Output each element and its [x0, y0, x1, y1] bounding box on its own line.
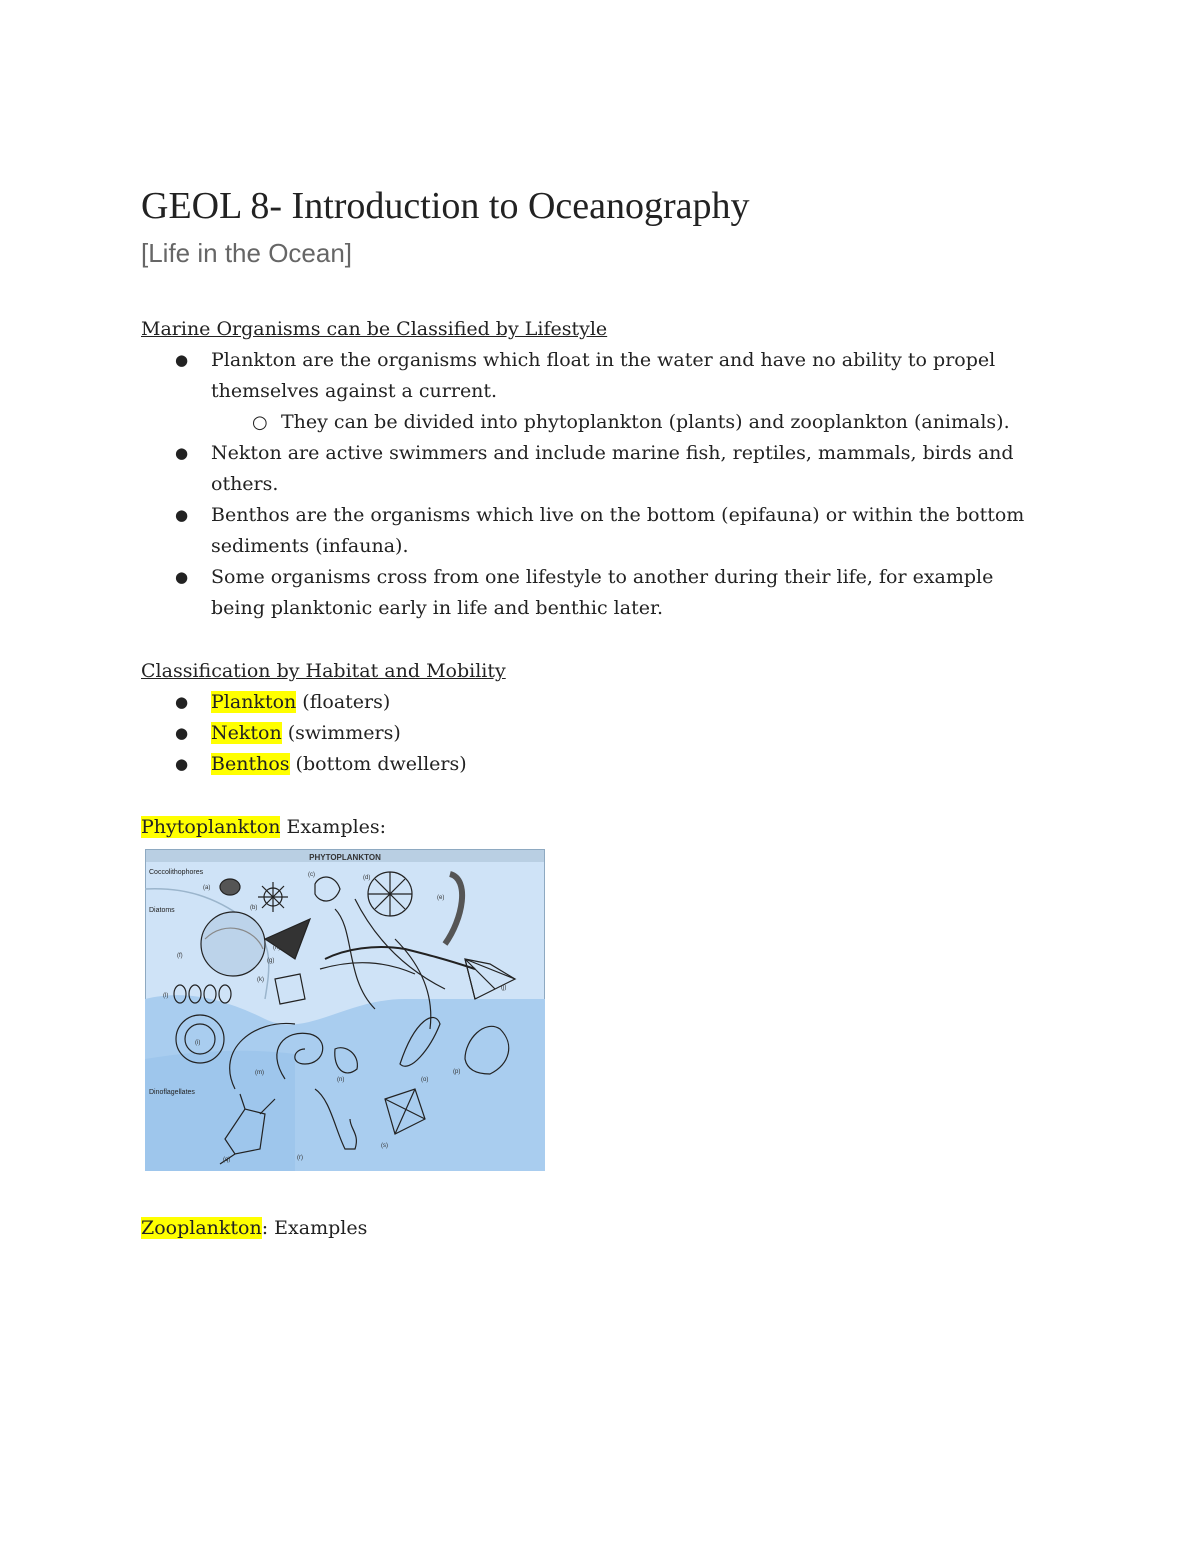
dinoflagellate-region — [145, 1051, 295, 1171]
highlighted-term: Plankton — [211, 691, 297, 713]
page-title: GEOL 8- Introduction to Oceanography — [141, 185, 750, 227]
label-rest: : Examples — [261, 1217, 368, 1239]
list-item — [141, 562, 1051, 624]
coccolith-a — [220, 879, 240, 895]
svg-text:(o): (o) — [421, 1077, 429, 1083]
list-item — [141, 438, 1051, 500]
bullet-icon: ● — [175, 724, 189, 742]
list-item — [141, 718, 741, 749]
bullet-icon: ● — [175, 351, 189, 369]
list-item-text: They can be divided into phytoplankton (plants) and zooplankton (animals). — [281, 411, 1010, 433]
section-heading-lifestyle: Marine Organisms can be Classified by Lifestyle — [141, 318, 608, 340]
list-item — [141, 345, 1051, 438]
term-description: (bottom dwellers) — [289, 753, 467, 775]
diatom-f — [201, 912, 265, 976]
svg-text:(d): (d) — [363, 875, 371, 881]
svg-text:(f): (f) — [177, 953, 183, 959]
habitat-list — [141, 687, 741, 780]
svg-text:(a): (a) — [203, 885, 211, 891]
list-item — [141, 500, 1051, 562]
svg-text:(q): (q) — [223, 1157, 231, 1163]
lifestyle-list — [141, 345, 1051, 624]
svg-text:(h): (h) — [273, 945, 281, 951]
svg-text:(g): (g) — [267, 958, 275, 964]
list-item-text: Some organisms cross from one lifestyle to another during their life, for example being planktonic early in life and benthic later. — [211, 566, 994, 619]
svg-text:(c): (c) — [308, 872, 315, 878]
list-item-text: Plankton are the organisms which float in the water and have no ability to propel themselves against a current. — [211, 349, 996, 402]
group-label: Diatoms — [149, 907, 175, 914]
svg-text:(k): (k) — [257, 977, 264, 983]
page-subtitle: [Life in the Ocean] — [141, 238, 353, 268]
sub-list-item — [211, 407, 1051, 438]
label-rest: Examples: — [280, 816, 387, 838]
sub-list — [211, 407, 1051, 438]
list-item — [141, 749, 741, 780]
svg-text:(n): (n) — [337, 1077, 345, 1083]
figure-header: PHYTOPLANKTON — [309, 853, 381, 862]
term-description: (floaters) — [296, 691, 391, 713]
bullet-icon: ● — [175, 693, 189, 711]
svg-text:(s): (s) — [381, 1143, 388, 1149]
group-label: Coccolithophores — [149, 869, 204, 876]
phytoplankton-figure — [145, 849, 545, 1171]
bullet-icon: ● — [175, 444, 189, 462]
coccolith-b-spines — [258, 882, 288, 912]
circle-bullet-icon: ○ — [252, 412, 268, 433]
bullet-icon: ● — [175, 568, 189, 586]
term-description: (swimmers) — [281, 722, 401, 744]
highlighted-term: Nekton — [211, 722, 282, 744]
list-item-text: Benthos are the organisms which live on the bottom (epifauna) or within the bottom sediments (infauna). — [211, 504, 1025, 557]
highlighted-term: Benthos — [211, 753, 290, 775]
bullet-icon: ● — [175, 506, 189, 524]
svg-text:(p): (p) — [453, 1069, 461, 1075]
svg-text:(l): (l) — [163, 993, 169, 999]
list-item-text: Nekton are active swimmers and include marine fish, reptiles, mammals, birds and others. — [211, 442, 1014, 495]
svg-text:(e): (e) — [437, 895, 445, 901]
svg-text:(b): (b) — [250, 905, 258, 911]
svg-text:(r): (r) — [297, 1155, 303, 1161]
svg-text:(m): (m) — [255, 1070, 264, 1076]
highlighted-term: Zooplankton — [141, 1217, 262, 1239]
list-item — [141, 687, 741, 718]
section-heading-habitat: Classification by Habitat and Mobility — [141, 660, 506, 682]
highlighted-term: Phytoplankton — [141, 816, 281, 838]
svg-text:(j): (j) — [501, 985, 507, 991]
group-label: Dinoflagellates — [149, 1089, 195, 1096]
phytoplankton-label — [141, 812, 386, 843]
svg-text:(i): (i) — [195, 1040, 201, 1046]
bullet-icon: ● — [175, 755, 189, 773]
zooplankton-label — [141, 1213, 367, 1244]
